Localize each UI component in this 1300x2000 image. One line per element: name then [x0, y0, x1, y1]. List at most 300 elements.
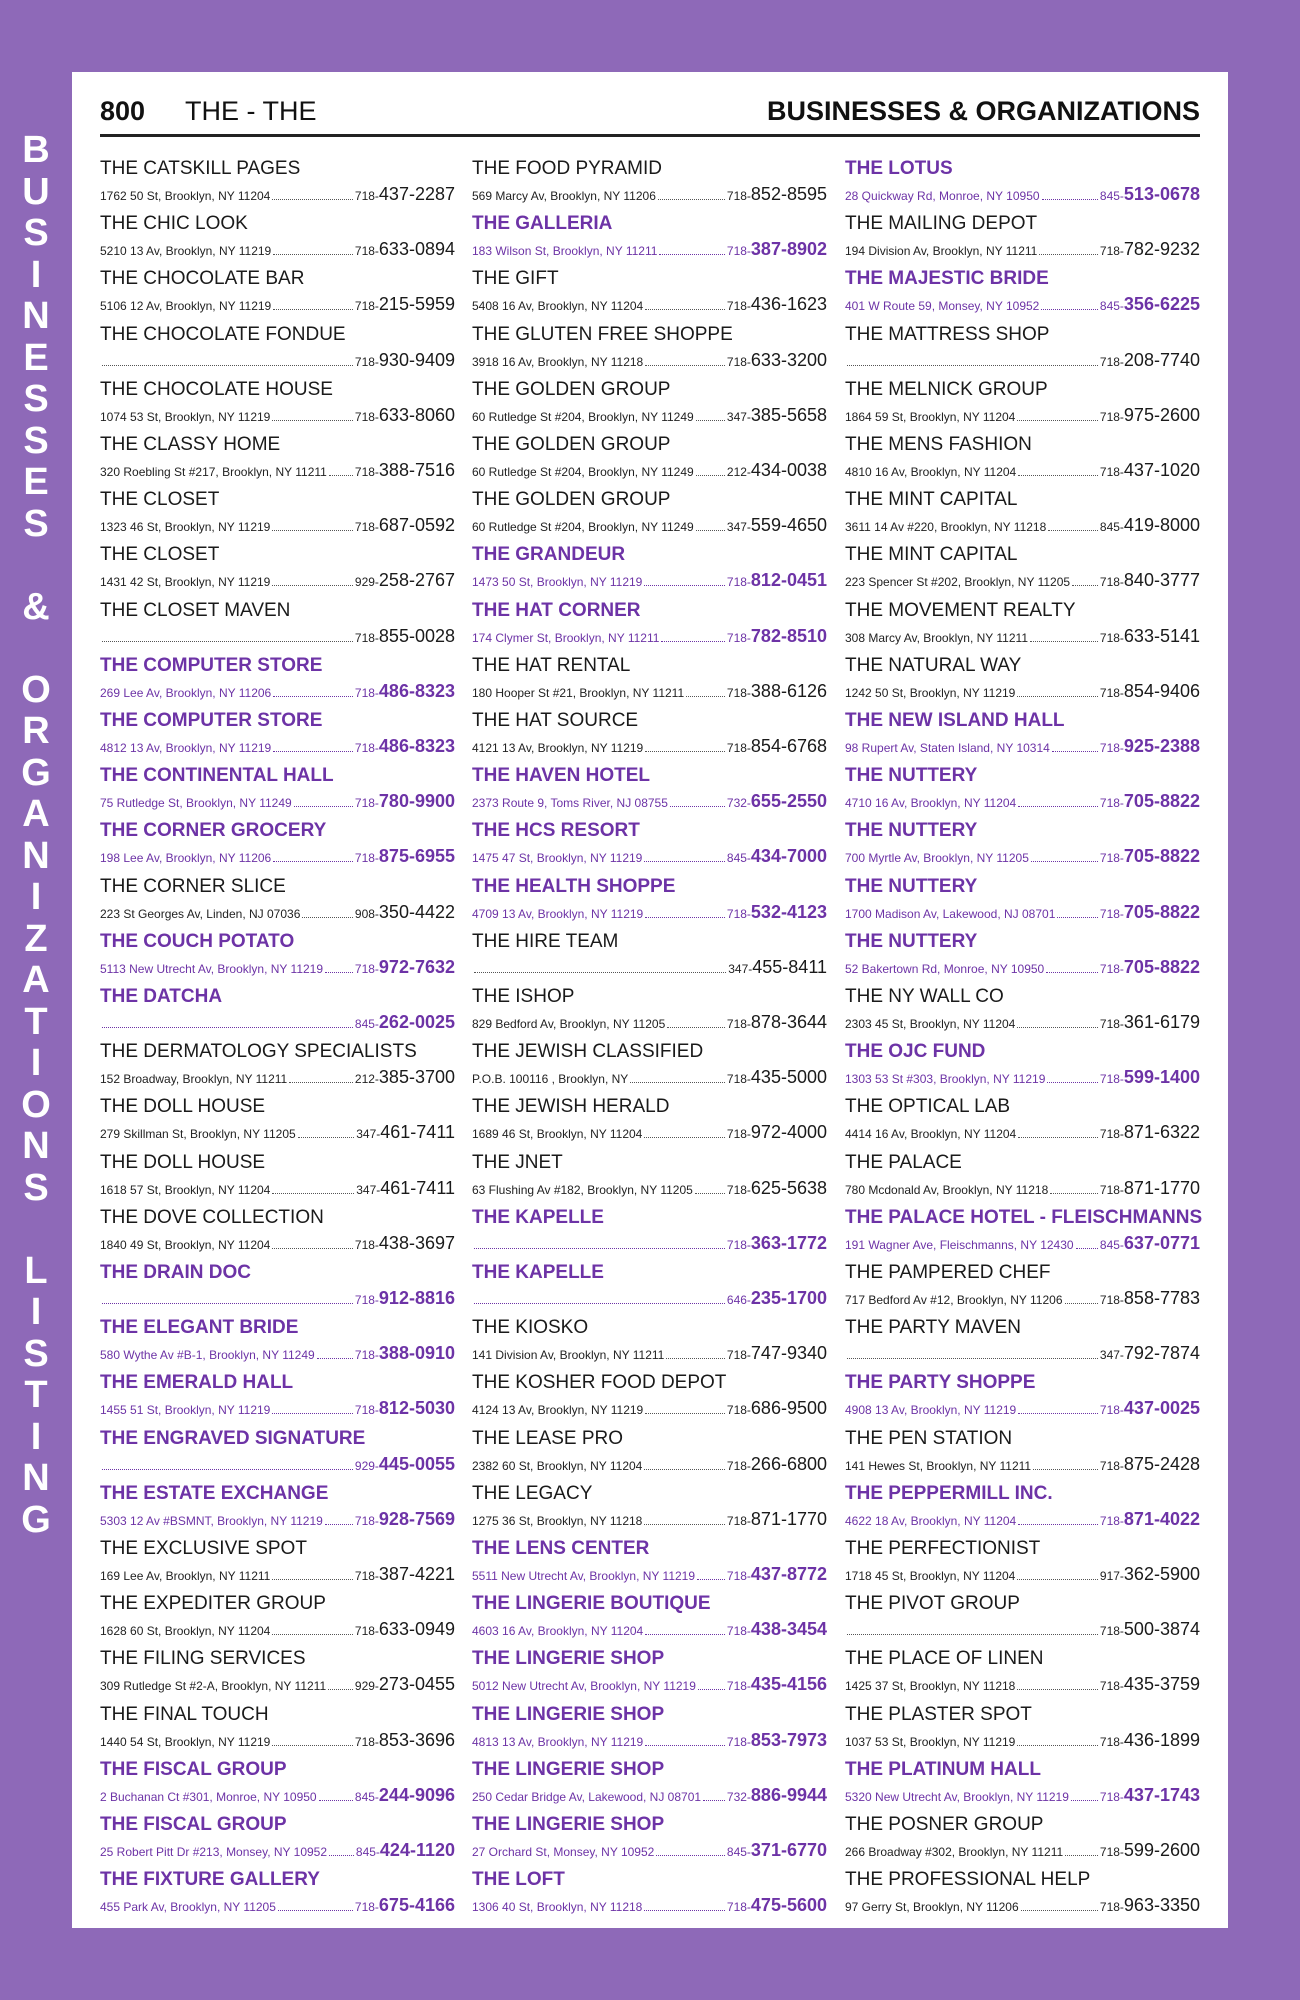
listing-area-code: 718-: [1099, 465, 1124, 479]
listing-phone-number: 388-7516: [378, 460, 455, 480]
listing-area-code: 718-: [1099, 1900, 1124, 1915]
listing-phone-number: 437-0025: [1123, 1398, 1200, 1419]
listing-area-code: 718-: [1099, 244, 1124, 259]
listing-name: THE MINT CAPITAL: [845, 544, 1018, 566]
listing-name: THE MAILING DEPOT: [845, 213, 1038, 235]
listing-phone-number: 599-1400: [1123, 1067, 1200, 1088]
listing-entry: [100, 1207, 455, 1262]
listing-detail-line: [472, 1177, 827, 1197]
listing-name: THE OPTICAL LAB: [845, 1096, 1011, 1118]
listing-address: 63 Flushing Av #182, Brooklyn, NY 11205: [472, 1182, 693, 1197]
listing-detail-line: [845, 1563, 1200, 1583]
listing-area-code: 718-: [726, 354, 751, 369]
dot-leader: [1047, 1081, 1098, 1083]
listing-entry: [472, 1152, 827, 1207]
listing-address: 5012 New Utrecht Av, Brooklyn, NY 11219: [472, 1679, 696, 1694]
listing-name: THE LEGACY: [472, 1482, 593, 1504]
listing-area-code: 347-: [356, 1182, 381, 1197]
listing-detail-line: [100, 790, 455, 810]
listing-address: 180 Hooper St #21, Brooklyn, NY 11211: [472, 685, 685, 700]
listing-address: P.O.B. 100116 , Brooklyn, NY: [472, 1072, 629, 1087]
sidebar-letter: L: [24, 1249, 48, 1292]
listing-area-code: 845-: [1099, 299, 1124, 314]
dot-leader: [1048, 529, 1098, 531]
dot-leader: [102, 640, 353, 642]
dot-leader: [289, 1081, 353, 1083]
listing-detail-line: [472, 735, 827, 755]
listing-name: THE CLOSET: [100, 544, 220, 566]
listing-area-code: 718-: [1099, 1734, 1124, 1749]
listing-name: THE NUTTERY: [845, 820, 978, 842]
listing-entry: [100, 1648, 455, 1703]
listing-name: THE HEALTH SHOPPE: [472, 875, 676, 897]
listing-detail-line: [845, 845, 1200, 865]
listing-address: 27 Orchard St, Monsey, NY 10952: [472, 1845, 655, 1859]
listing-detail-line: [472, 1121, 827, 1141]
listing-phone-number: 854-6768: [750, 736, 827, 756]
listing-address: 1242 50 St, Brooklyn, NY 11219: [845, 685, 1016, 700]
listing-name: THE KAPELLE: [472, 1262, 604, 1283]
listing-name: THE KAPELLE: [472, 1206, 604, 1228]
sidebar-letter: I: [30, 1415, 42, 1458]
listing-address: 5113 New Utrecht Av, Brooklyn, NY 11219: [100, 961, 324, 976]
listing-address: 4622 18 Av, Brooklyn, NY 11204: [845, 1513, 1017, 1528]
listing-phone-number: 705-8822: [1123, 901, 1200, 922]
listing-detail-line: [100, 1397, 455, 1417]
listing-detail-line: [472, 1287, 827, 1307]
listing-phone-number: 434-0038: [750, 460, 827, 480]
listing-area-code: 718-: [354, 1734, 379, 1749]
listing-name: THE PLACE OF LINEN: [845, 1648, 1044, 1670]
listing-address: 5511 New Utrecht Av, Brooklyn, NY 11219: [472, 1569, 696, 1583]
listing-phone-number: 385-3700: [378, 1067, 455, 1088]
listing-area-code: 718-: [726, 1679, 751, 1694]
dot-leader: [1018, 1136, 1098, 1138]
dot-leader: [670, 805, 725, 807]
listing-phone-number: 445-0055: [378, 1453, 455, 1474]
listing-area-code: 718-: [726, 1569, 751, 1583]
listing-entry: [845, 931, 1200, 986]
listing-area-code: 929-: [354, 1458, 379, 1473]
listing-entry: [845, 655, 1200, 710]
dot-leader: [1065, 1854, 1098, 1856]
dot-leader: [272, 1412, 353, 1414]
listing-entry: [472, 765, 827, 820]
listing-name: THE FOOD PYRAMID: [472, 158, 663, 179]
listing-detail-line: [845, 1618, 1200, 1638]
listing-address: 1473 50 St, Brooklyn, NY 11219: [472, 575, 643, 590]
listing-detail-line: [845, 1894, 1200, 1914]
listing-entry: [472, 931, 827, 986]
listing-address: 1628 60 St, Brooklyn, NY 11204: [100, 1624, 271, 1639]
listing-area-code: 718-: [354, 354, 379, 369]
listing-entry: [845, 1317, 1200, 1372]
page-header: [100, 86, 1200, 137]
listing-address: 4124 13 Av, Brooklyn, NY 11219: [472, 1403, 644, 1418]
listing-entry: [472, 1759, 827, 1814]
listing-address: 279 Skillman St, Brooklyn, NY 11205: [100, 1127, 296, 1142]
listing-detail-line: [472, 514, 827, 534]
listing-entry: [845, 544, 1200, 599]
listing-name: THE ELEGANT BRIDE: [100, 1317, 299, 1339]
listing-detail-line: [845, 1729, 1200, 1749]
dot-leader: [278, 1909, 353, 1911]
listing-phone-number: 388-0910: [378, 1343, 455, 1364]
listing-detail-line: [845, 1287, 1200, 1307]
listing-name: THE MINT CAPITAL: [845, 489, 1018, 511]
dot-leader: [1017, 1744, 1098, 1746]
dot-leader: [1017, 419, 1098, 421]
listing-name: THE FIXTURE GALLERY: [100, 1869, 320, 1891]
sidebar-letter: S: [23, 502, 49, 545]
listing-address: 1425 37 St, Brooklyn, NY 11218: [845, 1679, 1016, 1694]
listing-name: THE JEWISH HERALD: [472, 1096, 670, 1118]
dot-leader: [1071, 1799, 1098, 1801]
listing-area-code: 718-: [354, 1624, 379, 1639]
listing-area-code: 718-: [354, 796, 379, 811]
listing-address: 1303 53 St #303, Brooklyn, NY 11219: [845, 1072, 1046, 1087]
dot-leader: [645, 364, 725, 366]
listing-name: THE EMERALD HALL: [100, 1372, 294, 1394]
listing-detail-line: [100, 1121, 455, 1141]
listing-name: THE HAT CORNER: [472, 599, 641, 621]
listing-phone-number: 387-4221: [378, 1564, 455, 1584]
listing-address: 3611 14 Av #220, Brooklyn, NY 11218: [845, 520, 1047, 535]
listing-name: THE GOLDEN GROUP: [472, 434, 671, 455]
listing-area-code: 718-: [726, 1127, 751, 1142]
listing-detail-line: [472, 625, 827, 645]
listing-address: 1762 50 St, Brooklyn, NY 11204: [100, 189, 271, 203]
listing-phone-number: 963-3350: [1123, 1895, 1200, 1916]
listing-detail-line: [100, 1453, 455, 1473]
listing-address: 52 Bakertown Rd, Monroe, NY 10950: [845, 961, 1045, 976]
listing-area-code: 718-: [354, 465, 379, 479]
listing-entry: [845, 876, 1200, 931]
listing-name: THE LINGERIE SHOP: [472, 1703, 665, 1725]
listing-name: THE PALACE HOTEL - FLEISCHMANNS: [845, 1206, 1203, 1228]
listing-phone-number: 633-5141: [1123, 625, 1200, 646]
listing-area-code: 908-: [354, 906, 379, 921]
listing-name: THE PLASTER SPOT: [845, 1703, 1032, 1725]
listing-phone-number: 878-3644: [750, 1012, 827, 1032]
listing-address: 4709 13 Av, Brooklyn, NY 11219: [472, 906, 644, 921]
listing-name: THE LOTUS: [845, 158, 953, 179]
dot-leader: [1041, 308, 1098, 310]
listing-entry: [100, 1262, 455, 1317]
listing-area-code: 718-: [354, 520, 379, 535]
listing-address: 1037 53 St, Brooklyn, NY 11219: [845, 1734, 1016, 1749]
dot-leader: [319, 1799, 353, 1801]
dot-leader: [273, 308, 353, 310]
listing-detail-line: [100, 1011, 455, 1031]
dot-leader: [102, 1468, 353, 1470]
listing-name: THE KIOSKO: [472, 1317, 589, 1339]
listing-address: 717 Bedford Av #12, Brooklyn, NY 11206: [845, 1293, 1063, 1307]
listing-address: 28 Quickway Rd, Monroe, NY 10950: [845, 189, 1040, 203]
listing-detail-line: [472, 1342, 827, 1362]
listing-phone-number: 886-9944: [750, 1784, 827, 1805]
listing-detail-line: [100, 1839, 455, 1859]
listing-detail-line: [472, 901, 827, 921]
listing-name: THE HAVEN HOTEL: [472, 765, 651, 787]
listing-phone-number: 363-1772: [750, 1232, 827, 1253]
listing-name: THE COUCH POTATO: [100, 930, 295, 952]
dot-leader: [329, 1854, 354, 1856]
listing-detail-line: [472, 1508, 827, 1528]
dot-leader: [697, 1578, 725, 1580]
listing-name: THE GRANDEUR: [472, 544, 626, 566]
dot-leader: [302, 916, 353, 918]
listing-phone-number: 559-4650: [750, 515, 827, 536]
listing-name: THE LINGERIE SHOP: [472, 1758, 665, 1780]
listing-entry: [100, 434, 455, 489]
dot-leader: [325, 971, 353, 973]
sidebar-letter: I: [30, 1042, 42, 1084]
listing-entry: [472, 434, 827, 489]
listing-detail-line: [472, 1563, 827, 1583]
listing-address: 308 Marcy Av, Brooklyn, NY 11211: [845, 630, 1028, 645]
dot-leader: [272, 1633, 353, 1635]
listing-entry: [472, 489, 827, 544]
listing-detail-line: [845, 735, 1200, 755]
listing-detail-line: [845, 349, 1200, 369]
listing-entry: [472, 1317, 827, 1372]
listing-area-code: 718-: [726, 299, 751, 314]
listing-address: 75 Rutledge St, Brooklyn, NY 11249: [100, 796, 292, 811]
listing-detail-line: [845, 1397, 1200, 1417]
sidebar-letter: E: [23, 461, 49, 503]
dot-leader: [645, 750, 725, 752]
listing-phone-number: 792-7874: [1123, 1343, 1200, 1364]
listing-detail-line: [100, 1232, 455, 1252]
sidebar-letter: I: [30, 876, 42, 918]
dot-leader: [1046, 971, 1098, 973]
listing-area-code: 718-: [354, 409, 379, 424]
listing-detail-line: [845, 901, 1200, 921]
listing-phone-number: 361-6179: [1123, 1012, 1200, 1032]
dot-leader: [1030, 640, 1098, 642]
listing-detail-line: [845, 1066, 1200, 1086]
dot-leader: [658, 198, 725, 200]
listing-address: 1475 47 St, Brooklyn, NY 11219: [472, 851, 643, 866]
listing-phone-number: 972-4000: [750, 1122, 827, 1143]
dot-leader: [272, 1247, 353, 1249]
listing-name: THE KOSHER FOOD DEPOT: [472, 1372, 727, 1394]
listing-area-code: 845-: [1099, 520, 1124, 535]
listing-phone-number: 438-3454: [750, 1619, 827, 1640]
listing-entry: [472, 158, 827, 213]
listing-detail-line: [845, 1839, 1200, 1859]
dot-leader: [847, 364, 1098, 366]
sidebar-letter: N: [22, 1457, 50, 1499]
listing-name: THE LEASE PRO: [472, 1427, 623, 1449]
alphabetical-range: THE - THE: [185, 96, 317, 126]
sidebar-letter: Z: [24, 917, 48, 960]
listing-detail-line: [100, 956, 455, 976]
listing-entry: [845, 324, 1200, 379]
listing-area-code: 718-: [726, 1513, 751, 1528]
dot-leader: [696, 419, 725, 421]
listing-area-code: 718-: [1099, 906, 1124, 921]
listing-address: 223 St Georges Av, Linden, NJ 07036: [100, 906, 301, 921]
listing-address: 141 Hewes St, Brooklyn, NY 11211: [845, 1458, 1032, 1473]
listing-entry: [472, 1814, 827, 1869]
dot-leader: [102, 1026, 353, 1028]
listing-detail-line: [100, 183, 455, 203]
listing-area-code: 718-: [354, 1513, 379, 1528]
listing-address: 266 Broadway #302, Brooklyn, NY 11211: [845, 1845, 1064, 1859]
listing-phone-number: 858-7783: [1123, 1288, 1200, 1308]
listing-phone-number: 435-5000: [750, 1067, 827, 1088]
listing-address: 194 Division Av, Brooklyn, NY 11211: [845, 244, 1038, 259]
listing-address: 5106 12 Av, Brooklyn, NY 11219: [100, 299, 272, 314]
listing-entry: [845, 1152, 1200, 1207]
listing-entry: [472, 379, 827, 434]
listing-entry: [100, 1869, 455, 1924]
listing-phone-number: 385-5658: [750, 404, 827, 425]
listing-detail-line: [100, 293, 455, 313]
listing-phone-number: 633-0949: [378, 1619, 455, 1640]
listing-entry: [472, 213, 827, 268]
listing-detail-line: [845, 956, 1200, 976]
listing-address: 1440 54 St, Brooklyn, NY 11219: [100, 1734, 271, 1749]
listing-phone-number: 258-2767: [378, 570, 455, 591]
listing-address: 4813 13 Av, Brooklyn, NY 11219: [472, 1734, 644, 1749]
listing-address: 5303 12 Av #BSMNT, Brooklyn, NY 11219: [100, 1513, 323, 1528]
listing-detail-line: [472, 1839, 827, 1859]
listing-phone-number: 513-0678: [1123, 184, 1200, 204]
listing-entry: [472, 986, 827, 1041]
sidebar-letter: S: [23, 378, 49, 420]
listing-detail-line: [472, 404, 827, 424]
listing-entry: [100, 1593, 455, 1648]
listing-phone-number: 972-7632: [378, 956, 455, 977]
listing-address: 152 Broadway, Brooklyn, NY 11211: [100, 1072, 288, 1087]
listing-phone-number: 871-4022: [1123, 1508, 1200, 1529]
listing-name: THE PEN STATION: [845, 1427, 1013, 1449]
listing-name: THE MAJESTIC BRIDE: [845, 268, 1049, 290]
listing-area-code: 718-: [1099, 685, 1124, 700]
sidebar-letter: N: [22, 834, 50, 877]
listing-phone-number: 853-7973: [750, 1729, 827, 1750]
listing-area-code: 718-: [1099, 575, 1124, 590]
listing-address: 1306 40 St, Brooklyn, NY 11218: [472, 1900, 643, 1915]
listing-entry: [472, 1483, 827, 1538]
listing-area-code: 718-: [354, 1569, 379, 1583]
listing-name: THE PAMPERED CHEF: [845, 1262, 1051, 1283]
listing-name: THE HIRE TEAM: [472, 930, 619, 952]
dot-leader: [1017, 1688, 1098, 1690]
listing-name: THE PIVOT GROUP: [845, 1593, 1020, 1615]
dot-leader: [1042, 198, 1098, 200]
dot-leader: [298, 1136, 355, 1138]
listing-entry: [845, 434, 1200, 489]
listing-detail-line: [472, 569, 827, 589]
listing-detail-line: [100, 1673, 455, 1693]
listing-address: 2 Buchanan Ct #301, Monroe, NY 10950: [100, 1789, 317, 1804]
listing-phone-number: 475-5600: [750, 1895, 827, 1916]
listing-detail-line: [845, 183, 1200, 203]
listing-phone-number: 633-8060: [378, 404, 455, 425]
listing-name: THE NEW ISLAND HALL: [845, 710, 1065, 731]
listing-phone-number: 687-0592: [378, 515, 455, 536]
listing-name: THE LOFT: [472, 1869, 565, 1891]
listing-phone-number: 975-2600: [1123, 404, 1200, 425]
listing-name: THE GOLDEN GROUP: [472, 489, 671, 511]
listing-area-code: 718-: [354, 851, 379, 866]
listing-phone-number: 871-1770: [750, 1508, 827, 1529]
listing-name: THE ENGRAVED SIGNATURE: [100, 1427, 366, 1449]
listing-entry: [845, 1096, 1200, 1151]
directory-page: [72, 72, 1228, 1928]
listing-entry: [472, 1372, 827, 1427]
listing-address: 5408 16 Av, Brooklyn, NY 11204: [472, 299, 644, 314]
listing-detail-line: [845, 404, 1200, 424]
listing-address: 4710 16 Av, Brooklyn, NY 11204: [845, 796, 1017, 811]
listing-detail-line: [472, 845, 827, 865]
dot-leader: [325, 1523, 353, 1525]
dot-leader: [1021, 1909, 1098, 1911]
listing-entry: [472, 1207, 827, 1262]
listing-area-code: 718-: [1099, 1458, 1124, 1473]
listing-address: 183 Wilson St, Brooklyn, NY 11211: [472, 244, 658, 259]
listing-address: 4908 13 Av, Brooklyn, NY 11219: [845, 1403, 1017, 1418]
listing-area-code: 718-: [354, 1293, 379, 1307]
sidebar-letter: A: [22, 793, 50, 835]
listing-area-code: 718-: [354, 741, 379, 755]
dot-leader: [272, 1192, 354, 1194]
listing-entry: [100, 876, 455, 931]
listing-name: THE PERFECTIONIST: [845, 1538, 1041, 1559]
dot-leader: [847, 1633, 1098, 1635]
listing-address: 1689 46 St, Brooklyn, NY 11204: [472, 1127, 643, 1142]
listing-name: THE NUTTERY: [845, 875, 978, 897]
listing-phone-number: 875-6955: [378, 846, 455, 867]
listing-area-code: 718-: [726, 685, 751, 700]
listing-phone-number: 419-8000: [1123, 515, 1200, 536]
listing-phone-number: 928-7569: [378, 1508, 455, 1529]
dot-leader: [1018, 474, 1098, 476]
listing-area-code: 718-: [1099, 796, 1124, 811]
listing-area-code: 718-: [726, 1348, 751, 1363]
dot-leader: [644, 1909, 725, 1911]
listing-name: THE HAT RENTAL: [472, 654, 631, 676]
listing-name: THE FISCAL GROUP: [100, 1814, 287, 1835]
dot-leader: [645, 916, 725, 918]
listing-entry: [100, 931, 455, 986]
listing-phone-number: 388-6126: [750, 680, 827, 701]
dot-leader: [661, 640, 724, 642]
listing-name: THE LENS CENTER: [472, 1538, 650, 1559]
listing-phone-number: 371-6770: [750, 1840, 827, 1860]
listing-entry: [845, 1483, 1200, 1538]
listing-name: THE MATTRESS SHOP: [845, 323, 1050, 345]
listing-area-code: 718-: [726, 244, 751, 259]
listing-area-code: 845-: [726, 851, 751, 866]
dot-leader: [645, 1744, 725, 1746]
listing-address: 97 Gerry St, Brooklyn, NY 11206: [845, 1900, 1019, 1915]
listing-area-code: 718-: [354, 630, 379, 645]
listing-name: THE DRAIN DOC: [100, 1262, 251, 1283]
listing-detail-line: [845, 238, 1200, 258]
listing-detail-line: [472, 238, 827, 258]
listing-area-code: 718-: [1099, 1072, 1124, 1087]
listing-name: THE FISCAL GROUP: [100, 1758, 287, 1780]
listing-detail-line: [100, 845, 455, 865]
listing-name: THE PARTY SHOPPE: [845, 1372, 1036, 1394]
listing-phone-number: 633-0894: [378, 239, 455, 260]
listing-name: THE POSNER GROUP: [845, 1814, 1044, 1835]
